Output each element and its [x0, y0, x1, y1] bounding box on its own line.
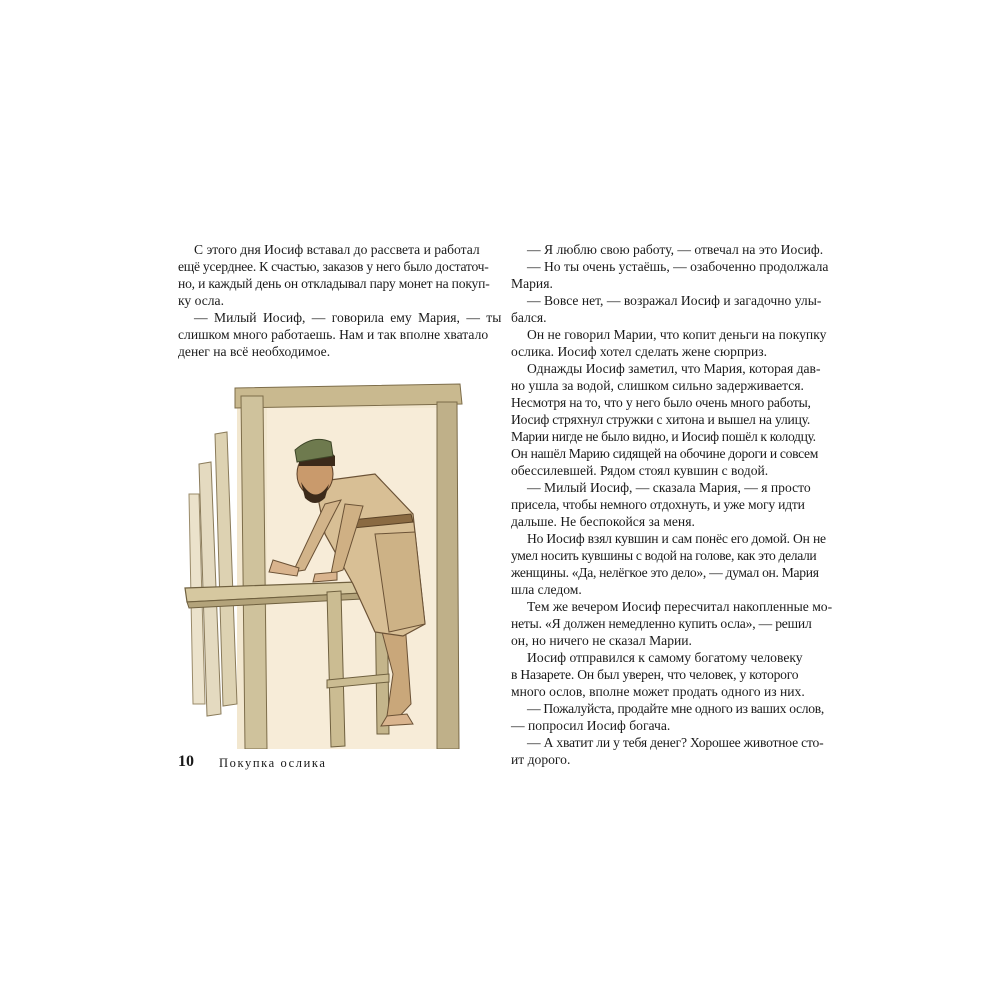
- text-line: — Милый Иосиф, — говорила ему Мария, — ты: [194, 310, 502, 325]
- text-line: Иосиф стряхнул стружки с хитона и вышел на улицу.: [511, 412, 811, 427]
- text-line: С этого дня Иосиф вставал до рассвета и работал: [194, 242, 480, 257]
- text-line: но ушла за водой, слишком сильно задерживается.: [511, 378, 804, 393]
- text-line: Несмотря на то, что у него было очень много работы,: [511, 395, 811, 410]
- text-line: обессилевшей. Рядом стоял кувшин с водой.: [511, 463, 769, 478]
- text-line: Марии нигде не было видно, и Иосиф пошёл к колодцу.: [511, 429, 816, 444]
- text-line: Мария.: [511, 276, 553, 291]
- text-line: — Но ты очень устаёшь, — озабоченно продолжала: [527, 259, 829, 274]
- text-line: дальше. Не беспокойся за меня.: [511, 514, 695, 529]
- running-head: Покупка ослика: [219, 756, 327, 770]
- text-line: в Назарете. Он был уверен, что человек, у которого: [511, 667, 799, 682]
- text-line: неты. «Я должен немедленно купить осла», — решил: [511, 616, 812, 631]
- text-line: присела, чтобы немного отдохнуть, и уже могу идти: [511, 497, 805, 512]
- text-line: ку осла.: [178, 293, 224, 308]
- text-line: — А хватит ли у тебя денег? Хорошее животное сто-: [527, 735, 824, 750]
- text-line: но, и каждый день он откладывал пару монет на покуп-: [178, 276, 490, 291]
- text-line: — попросил Иосиф богача.: [511, 718, 671, 733]
- text-line: Но Иосиф взял кувшин и сам понёс его домой. Он не: [527, 531, 826, 546]
- text-line: бался.: [511, 310, 547, 325]
- text-line: — Милый Иосиф, — сказала Мария, — я просто: [527, 480, 811, 495]
- text-line: ослика. Иосиф хотел сделать жене сюрприз.: [511, 344, 768, 359]
- text-line: он, но ничего не сказал Марии.: [511, 633, 692, 648]
- text-line: — Я люблю свою работу, — отвечал на это Иосиф.: [527, 242, 824, 257]
- text-line: шла следом.: [511, 582, 582, 597]
- right-column-text: [511, 241, 833, 768]
- text-line: Однажды Иосиф заметил, что Мария, которая дав-: [527, 361, 821, 376]
- text-line: Он нашёл Марию сидящей на обочине дороги и совсем: [511, 446, 819, 461]
- text-line: Иосиф отправился к самому богатому человеку: [527, 650, 803, 665]
- text-line: денег на всё необходимое.: [178, 344, 331, 359]
- text-line: Он не говорил Марии, что копит деньги на покупку: [527, 327, 827, 342]
- text-line: слишком много работаешь. Нам и так вполне хватало: [178, 327, 489, 342]
- text-line: умел носить кувшины с водой на голове, как это делали: [511, 548, 817, 563]
- text-line: много ослов, вполне может продать одного из них.: [511, 684, 805, 699]
- carpenter-illustration: [175, 374, 475, 749]
- page-number: 10: [178, 753, 194, 770]
- text-line: женщины. «Да, нелёгкое это дело», — думал он. Мария: [511, 565, 819, 580]
- text-line: ещё усерднее. К счастью, заказов у него было достаточ-: [178, 259, 489, 274]
- text-line: — Вовсе нет, — возражал Иосиф и загадочно улы-: [527, 293, 822, 308]
- text-line: ит дорого.: [511, 752, 571, 767]
- text-line: Тем же вечером Иосиф пересчитал накопленные мо-: [527, 599, 833, 614]
- text-line: — Пожалуйста, продайте мне одного из ваших ослов,: [527, 701, 824, 716]
- left-column-text: [178, 241, 500, 360]
